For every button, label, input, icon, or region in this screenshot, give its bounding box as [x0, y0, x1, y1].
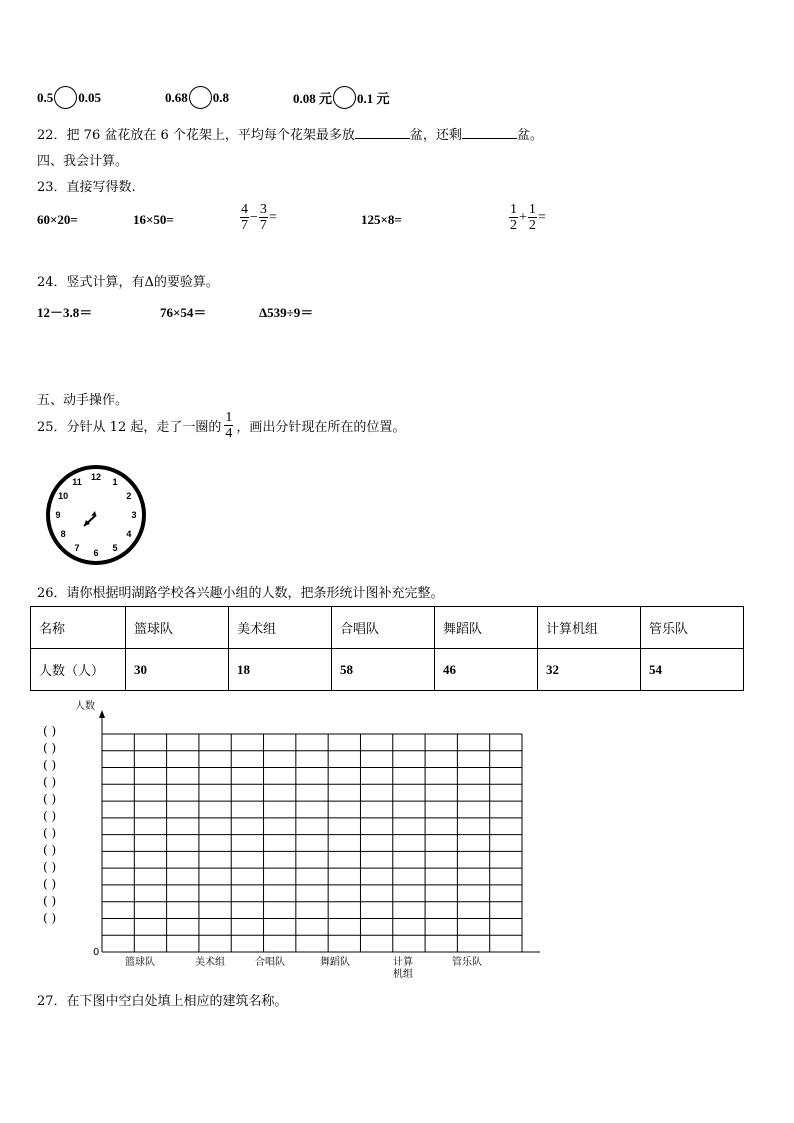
chart-y-axis-label: 人数: [75, 701, 95, 712]
y-tick-placeholder[interactable]: ( ): [43, 775, 57, 789]
y-tick-placeholder[interactable]: ( ): [43, 894, 57, 908]
compare-circle[interactable]: [333, 86, 356, 109]
y-tick-placeholder[interactable]: ( ): [43, 758, 57, 772]
q25-text-a: 25．分针从 12 起，走了一圈的: [37, 420, 222, 435]
clock-number: 5: [112, 542, 118, 553]
y-tick-placeholder[interactable]: ( ): [43, 843, 57, 857]
question-27-title: 27．在下图中空白处填上相应的建筑名称。: [37, 994, 288, 1009]
x-category-label: 舞蹈队: [320, 957, 350, 968]
q22-text-b: 盆，还剩: [409, 128, 462, 143]
clock-number: 2: [126, 491, 132, 501]
table-cell: 46: [435, 649, 538, 691]
x-category-label: 合唱队: [255, 957, 285, 968]
clock-number: 8: [60, 529, 66, 539]
clock-number: 7: [74, 542, 80, 553]
vertical-calc-item: 76×54＝: [160, 305, 207, 320]
table-cell: 篮球队: [126, 607, 229, 649]
table-cell: 30: [126, 649, 229, 691]
x-category-label: 篮球队: [125, 957, 155, 968]
table-cell: 美术组: [229, 607, 332, 649]
question-26-title: 26．请你根据明湖路学校各兴趣小组的人数，把条形统计图补充完整。: [37, 586, 444, 601]
table-cell: 计算机组: [538, 607, 641, 649]
x-category-label: 管乐队: [452, 957, 482, 968]
y-tick-placeholder[interactable]: ( ): [43, 877, 57, 891]
compare-right: 0.1 元: [357, 91, 390, 106]
table-cell: 人数（人）: [31, 649, 126, 691]
table-cell: 管乐队: [641, 607, 744, 649]
table-row: [31, 607, 744, 649]
table-cell: 名称: [31, 607, 126, 649]
compare-circle[interactable]: [189, 86, 212, 109]
compare-2: [165, 86, 229, 109]
q25-text-b: ，画出分针现在所在的位置。: [236, 420, 406, 435]
table-cell: 32: [538, 649, 641, 691]
question-23-title: 23．直接写得数.: [37, 180, 136, 195]
calc-item: 16×50=: [133, 212, 174, 227]
table-cell: 舞蹈队: [435, 607, 538, 649]
clock-number: 9: [55, 510, 61, 520]
table-cell: 合唱队: [332, 607, 435, 649]
y-tick-placeholder[interactable]: ( ): [43, 741, 57, 755]
data-table: [30, 606, 744, 691]
clock-number: 3: [131, 510, 137, 520]
compare-right: 0.8: [212, 89, 229, 105]
answer-blank[interactable]: [355, 126, 410, 139]
clock-number: 10: [58, 491, 69, 501]
y-tick-placeholder[interactable]: ( ): [43, 792, 57, 806]
bar-chart-grid[interactable]: [95, 710, 545, 960]
table-cell: 18: [229, 649, 332, 691]
section-heading-5: 五、动手操作。: [37, 393, 129, 408]
fraction: $\frac{1}{2}$: [528, 202, 536, 233]
chart-origin-label: 0: [93, 947, 100, 958]
clock-number: 1: [112, 477, 118, 488]
q22-text-a: 22．把 76 盆花放在 6 个花架上，平均每个花架最多放: [37, 128, 355, 143]
fraction-expression-2: $\frac{1}{2}$ + $\frac{1}{2}$ =: [510, 202, 546, 233]
fraction-expression-1: $\frac{4}{7}$ − $\frac{3}{7}$ =: [241, 202, 277, 233]
table-cell: 54: [641, 649, 744, 691]
calc-item: 125×8=: [361, 212, 402, 227]
question-25: [37, 410, 405, 441]
y-tick-placeholder[interactable]: ( ): [43, 809, 57, 823]
compare-left: 0.08 元: [293, 91, 333, 106]
y-axis-arrow-icon: [99, 710, 105, 718]
clock-face[interactable]: [44, 463, 148, 567]
fraction: $\frac{3}{7}$: [259, 202, 267, 233]
question-22: [37, 124, 543, 143]
section-heading-4: 四、我会计算。: [37, 154, 129, 169]
clock-number: 12: [90, 472, 102, 482]
fraction: $\frac{1}{2}$: [510, 202, 517, 233]
vertical-calc-item: 12－3.8＝: [37, 305, 93, 320]
fraction: $\frac{4}{7}$: [241, 202, 248, 233]
question-24-title: 24．竖式计算，有Δ的要验算。: [37, 275, 219, 290]
y-tick-placeholder[interactable]: ( ): [43, 724, 57, 738]
compare-left: 0.5: [37, 89, 54, 105]
compare-3: [293, 86, 390, 109]
compare-left: 0.68: [165, 89, 188, 105]
y-tick-placeholder[interactable]: ( ): [43, 826, 57, 840]
clock-number: 4: [126, 529, 132, 539]
answer-blank[interactable]: [462, 126, 517, 139]
table-row: [31, 649, 744, 691]
clock-number: 6: [93, 548, 99, 558]
compare-1: [37, 86, 101, 109]
compare-circle[interactable]: [54, 86, 77, 109]
q22-text-c: 盆。: [516, 128, 543, 143]
calc-item: 60×20=: [37, 212, 78, 227]
table-cell: 58: [332, 649, 435, 691]
y-tick-placeholder[interactable]: ( ): [43, 860, 57, 874]
fraction-one-quarter: $\frac{1}{4}$: [225, 410, 233, 441]
x-category-label: 计算 机组: [393, 957, 413, 980]
x-category-label: 美术组: [195, 957, 225, 968]
compare-right: 0.05: [78, 89, 101, 105]
y-tick-placeholder[interactable]: ( ): [43, 911, 57, 925]
vertical-calc-item: Δ539÷9＝: [259, 305, 314, 320]
clock-number: 11: [72, 477, 82, 488]
